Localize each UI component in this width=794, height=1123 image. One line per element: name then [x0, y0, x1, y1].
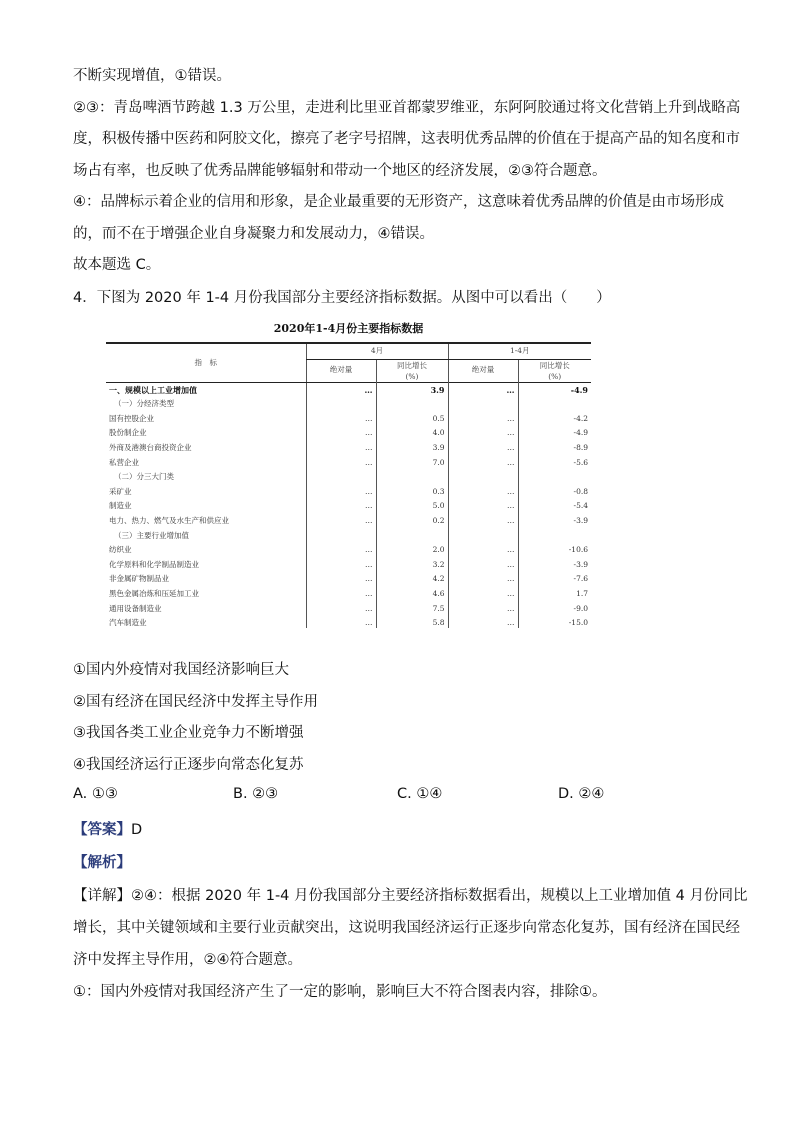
paragraph-line: ②③：青岛啤酒节跨越 1.3 万公里，走进利比里亚首都蒙罗维亚，东阿阿胶通过将文化营销上升到战略高	[73, 100, 741, 116]
header-jan-apr: 1-4月	[448, 343, 591, 359]
paragraph-line: 故本题选 C。	[73, 257, 161, 273]
answer-label: 【答案】	[73, 822, 131, 838]
cell-abs-april: …	[306, 572, 376, 587]
figure-title: 2020年1-4月份主要指标数据	[273, 322, 424, 335]
cell-yoy-jan-apr: 1.7	[518, 587, 591, 602]
cell-yoy-jan-apr: -4.9	[518, 426, 591, 441]
cell-yoy-jan-apr: -4.9	[518, 382, 591, 397]
cell-yoy-april: 4.0	[376, 426, 448, 441]
detail-line: 济中发挥主导作用，②④符合题意。	[73, 952, 302, 968]
row-name: 电力、热力、燃气及水生产和供应业	[109, 515, 229, 525]
cell-yoy-jan-apr: -4.2	[518, 412, 591, 427]
cell-yoy-april: 3.9	[376, 441, 448, 456]
detail-line: 增长，其中关键领域和主要行业贡献突出，这说明我国经济运行正逐步向常态化复苏，国有经济在国民经	[73, 920, 740, 936]
cell-yoy-april: 5.0	[376, 499, 448, 514]
row-name: 通用设备制造业	[109, 603, 162, 613]
cell-abs-jan-apr: …	[448, 587, 518, 602]
cell-abs-april: …	[306, 514, 376, 529]
statement: ①国内外疫情对我国经济影响巨大	[73, 662, 289, 678]
cell-yoy-jan-apr: -3.9	[518, 558, 591, 573]
statement: ④我国经济运行正逐步向常态化复苏	[73, 757, 304, 773]
cell-abs-april	[306, 397, 376, 412]
table-row	[106, 499, 591, 514]
answer-value: D	[131, 822, 143, 838]
cell-yoy-jan-apr	[518, 529, 591, 544]
statement: ②国有经济在国民经济中发挥主导作用	[73, 694, 318, 710]
row-name: （二）分三大门类	[114, 472, 174, 482]
indicator-table-figure	[106, 320, 591, 628]
cell-yoy-april: 3.9	[376, 382, 448, 397]
table-row	[106, 543, 591, 558]
cell-abs-april: …	[306, 382, 376, 397]
cell-abs-jan-apr: …	[448, 382, 518, 397]
row-name: 制造业	[109, 501, 132, 511]
cell-abs-april	[306, 470, 376, 485]
cell-yoy-april	[376, 470, 448, 485]
cell-yoy-jan-apr: -3.9	[518, 514, 591, 529]
question-stem: 4．下图为 2020 年 1-4 月份我国部分主要经济指标数据。从图中可以看出（ ）	[73, 290, 611, 306]
cell-abs-april: …	[306, 558, 376, 573]
table-row	[106, 485, 591, 500]
cell-abs-jan-apr: …	[448, 558, 518, 573]
cell-abs-april: …	[306, 587, 376, 602]
cell-yoy-jan-apr: -5.4	[518, 499, 591, 514]
cell-abs-jan-apr: …	[448, 485, 518, 500]
row-name: 私营企业	[109, 457, 139, 467]
statement: ③我国各类工业企业竞争力不断增强	[73, 725, 304, 741]
cell-yoy-jan-apr	[518, 397, 591, 412]
cell-yoy-jan-apr: -8.9	[518, 441, 591, 456]
cell-abs-jan-apr: …	[448, 602, 518, 617]
cell-abs-april: …	[306, 602, 376, 617]
option-d: D. ②④	[558, 786, 605, 802]
table-row	[106, 616, 591, 628]
cell-abs-jan-apr: …	[448, 499, 518, 514]
header-april: 4月	[306, 343, 448, 359]
cell-abs-jan-apr: …	[448, 616, 518, 628]
cell-yoy-april: 5.8	[376, 616, 448, 628]
cell-abs-april	[306, 529, 376, 544]
row-name: 一、规模以上工业增加值	[109, 384, 197, 395]
row-name: 采矿业	[109, 486, 132, 496]
cell-yoy-jan-apr: -15.0	[518, 616, 591, 628]
row-name: 黑色金属冶炼和压延加工业	[109, 588, 199, 598]
option-c: C. ①④	[397, 786, 443, 802]
table-row	[106, 426, 591, 441]
row-name: 股份制企业	[109, 428, 147, 438]
indicator-table	[106, 342, 591, 628]
table-row	[106, 558, 591, 573]
paragraph-line: 场占有率，也反映了优秀品牌能够辐射和带动一个地区的经济发展，②③符合题意。	[73, 163, 607, 179]
row-name: 化学原料和化学制品制造业	[109, 559, 199, 569]
cell-yoy-april: 7.0	[376, 456, 448, 471]
header-abs: 绝对量	[448, 359, 518, 382]
cell-yoy-april: 0.5	[376, 412, 448, 427]
cell-abs-jan-apr: …	[448, 543, 518, 558]
row-name: 纺织业	[109, 545, 132, 555]
cell-abs-april: …	[306, 616, 376, 628]
option-b: B. ②③	[233, 786, 279, 802]
cell-abs-jan-apr: …	[448, 456, 518, 471]
cell-abs-april: …	[306, 441, 376, 456]
cell-yoy-april: 0.2	[376, 514, 448, 529]
detail-line: 【详解】②④：根据 2020 年 1-4 月份我国部分主要经济指标数据看出，规模以上工业增加值 4 月份同比	[73, 888, 748, 904]
table-row	[106, 529, 591, 544]
row-name: 国有控股企业	[109, 413, 154, 423]
cell-yoy-jan-apr: -10.6	[518, 543, 591, 558]
cell-abs-jan-apr: …	[448, 412, 518, 427]
cell-yoy-april: 0.3	[376, 485, 448, 500]
table-row	[106, 397, 591, 412]
header-abs: 绝对量	[306, 359, 376, 382]
cell-abs-jan-apr	[448, 397, 518, 412]
paragraph-line: 的，而不在于增强企业自身凝聚力和发展动力，④错误。	[73, 226, 434, 242]
cell-abs-april: …	[306, 426, 376, 441]
row-name: （三）主要行业增加值	[114, 530, 189, 540]
analysis-label: 【解析】	[73, 855, 131, 871]
row-name: 非金属矿物制品业	[109, 574, 169, 584]
cell-abs-jan-apr	[448, 529, 518, 544]
paragraph-line: 不断实现增值，①错误。	[73, 68, 231, 84]
header-indicator: 指 标	[106, 343, 306, 382]
cell-yoy-jan-apr: -5.6	[518, 456, 591, 471]
table-row	[106, 470, 591, 485]
table-row	[106, 382, 591, 397]
cell-yoy-jan-apr: -9.0	[518, 602, 591, 617]
answer-line	[73, 820, 142, 840]
cell-yoy-jan-apr	[518, 470, 591, 485]
header-yoy: 同比增长 (%)	[518, 359, 591, 382]
cell-abs-jan-apr	[448, 470, 518, 485]
cell-yoy-april: 7.5	[376, 602, 448, 617]
table-row	[106, 572, 591, 587]
cell-yoy-april: 2.0	[376, 543, 448, 558]
row-name: （一）分经济类型	[114, 399, 174, 409]
table-row	[106, 441, 591, 456]
cell-yoy-april: 4.6	[376, 587, 448, 602]
option-a: A. ①③	[73, 786, 118, 802]
table-row	[106, 602, 591, 617]
cell-abs-april: …	[306, 412, 376, 427]
cell-yoy-april	[376, 529, 448, 544]
table-row	[106, 412, 591, 427]
table-row	[106, 587, 591, 602]
cell-abs-jan-apr: …	[448, 441, 518, 456]
paragraph-line: ④：品牌标示着企业的信用和形象，是企业最重要的无形资产，这意味着优秀品牌的价值是由市场形成	[73, 194, 724, 210]
cell-yoy-april: 3.2	[376, 558, 448, 573]
paragraph-line: 度，积极传播中医药和阿胶文化，擦亮了老字号招牌，这表明优秀品牌的价值在于提高产品的知名度和市	[73, 131, 740, 147]
cell-abs-jan-apr: …	[448, 572, 518, 587]
cell-yoy-jan-apr: -7.6	[518, 572, 591, 587]
cell-abs-april: …	[306, 543, 376, 558]
header-yoy: 同比增长 (%)	[376, 359, 448, 382]
cell-yoy-jan-apr: -0.8	[518, 485, 591, 500]
cell-yoy-april: 4.2	[376, 572, 448, 587]
cell-yoy-april	[376, 397, 448, 412]
table-row	[106, 514, 591, 529]
cell-abs-jan-apr: …	[448, 426, 518, 441]
cell-abs-jan-apr: …	[448, 514, 518, 529]
table-row	[106, 456, 591, 471]
detail-line: ①：国内外疫情对我国经济产生了一定的影响，影响巨大不符合图表内容，排除①。	[73, 984, 607, 1000]
cell-abs-april: …	[306, 485, 376, 500]
row-name: 外商及港澳台商投资企业	[109, 442, 192, 452]
cell-abs-april: …	[306, 456, 376, 471]
cell-abs-april: …	[306, 499, 376, 514]
row-name: 汽车制造业	[109, 618, 147, 628]
